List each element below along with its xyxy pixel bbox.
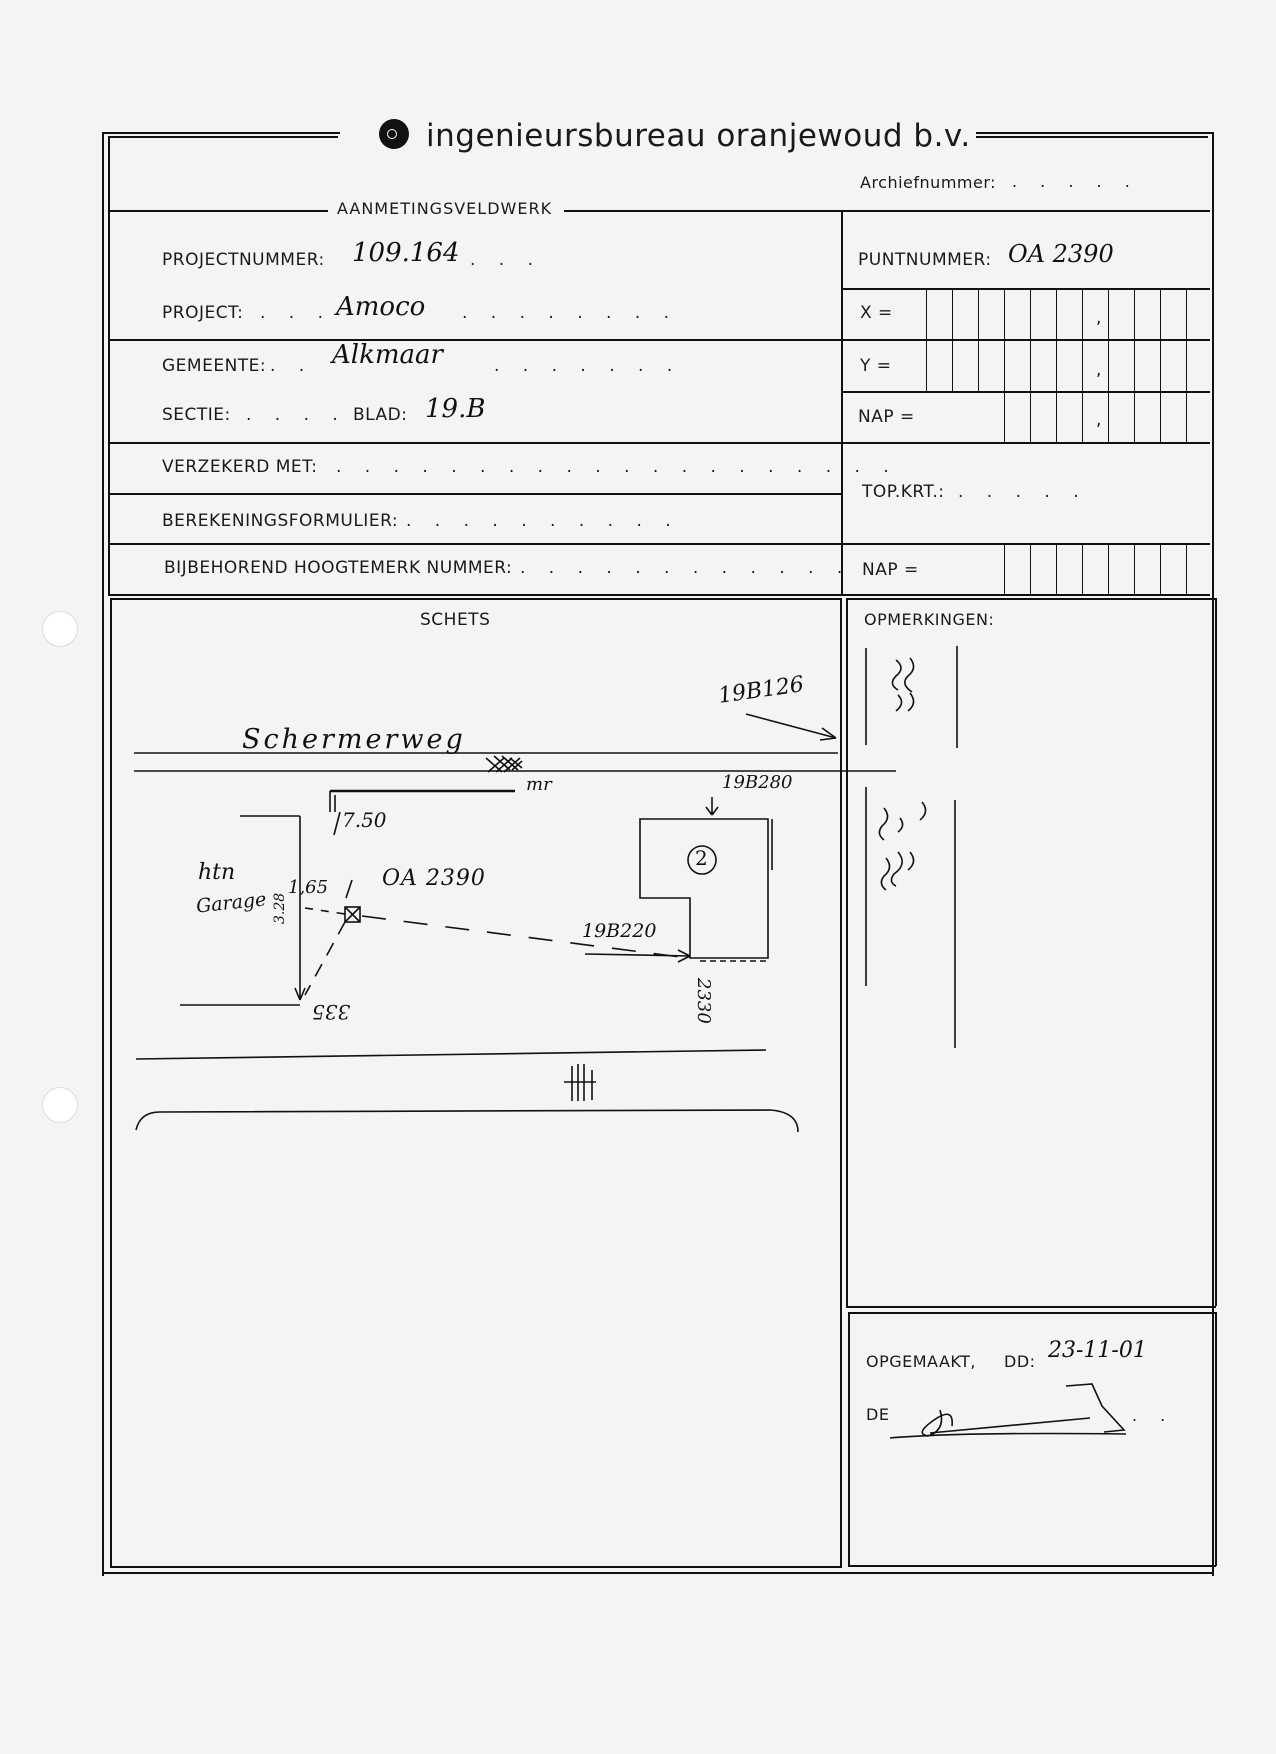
gemeente-label: GEMEENTE: <box>162 356 267 376</box>
topkrt-label: TOP.KRT.: <box>862 482 945 502</box>
garage-label: Garage <box>195 888 268 918</box>
project-value: Amoco <box>336 292 426 322</box>
remarks-title: OPMERKINGEN: <box>864 610 995 629</box>
dot-leader: . . . . . . . . . . . . <box>520 558 852 578</box>
dot-leader: . . . <box>470 250 543 270</box>
decimal-comma: , <box>1096 410 1102 430</box>
dist-7-50: 7.50 <box>342 808 387 832</box>
puntnummer-value: OA 2390 <box>1008 240 1114 268</box>
company-name: ingenieursbureau oranjewoud b.v. <box>426 118 971 154</box>
berekening-label: BEREKENINGSFORMULIER: <box>162 511 399 531</box>
sectie-label: SECTIE: <box>162 405 231 425</box>
date-value: 23-11-01 <box>1048 1338 1147 1363</box>
decimal-comma: , <box>1096 360 1102 380</box>
verzekerd-label: VERZEKERD MET: <box>162 457 318 477</box>
dot-leader: . . . . . . . <box>494 356 682 376</box>
street-name: Schermerweg <box>242 724 466 755</box>
dd-label: DD: <box>1004 1352 1036 1371</box>
sketch-title: SCHETS <box>420 610 491 630</box>
dot-leader: . . . . . . . . . . . . . . . . . . . . <box>336 457 898 477</box>
de-label: DE <box>866 1405 890 1424</box>
dot-leader: . . . . . . . . <box>462 303 679 323</box>
opgemaakt-label: OPGEMAAKT, <box>866 1352 976 1371</box>
dist-3-28: 3.28 <box>272 892 288 924</box>
point-label: OA 2390 <box>382 866 486 891</box>
ref-19b220: 19B220 <box>582 920 657 942</box>
x-label: X = <box>860 303 893 323</box>
project-label: PROJECT: <box>162 303 244 323</box>
house-number: 2 <box>695 846 708 870</box>
puntnummer-label: PUNTNUMMER: <box>858 250 992 270</box>
decimal-comma: , <box>1096 308 1102 328</box>
ref-19b126: 19B126 <box>716 672 806 709</box>
ref-19b280: 19B280 <box>722 772 793 793</box>
archive-label: Archiefnummer: <box>860 173 997 192</box>
dist-1-65: 1,65 <box>288 877 329 898</box>
projectnummer-value: 109.164 <box>352 238 460 268</box>
nap2-label: NAP = <box>862 560 919 580</box>
dot-leader: . . <box>270 356 314 376</box>
dot-leader: . . <box>1132 1406 1175 1425</box>
number-335: 335 <box>312 1000 351 1024</box>
blad-label: BLAD: <box>353 405 408 425</box>
number-2330: 2330 <box>693 978 714 1024</box>
mr-label: mr <box>526 774 552 795</box>
blad-value: 19.B <box>425 394 486 424</box>
gemeente-value: Alkmaar <box>332 340 443 370</box>
htn-label: htn <box>198 860 236 885</box>
projectnummer-label: PROJECTNUMMER: <box>162 250 325 270</box>
dot-leader: . . . <box>260 303 333 323</box>
nap-label: NAP = <box>858 407 915 427</box>
hoogtemerk-label: BIJBEHOREND HOOGTEMERK NUMMER: <box>164 558 513 578</box>
dot-leader: . . . . . <box>958 482 1088 502</box>
archive-value: . . . . . <box>1012 172 1139 191</box>
dot-leader: . . . . . . . . . . <box>406 511 680 531</box>
dot-leader: . . . . <box>246 405 347 425</box>
section-title: AANMETINGSVELDWERK <box>337 199 553 218</box>
y-label: Y = <box>860 356 892 376</box>
